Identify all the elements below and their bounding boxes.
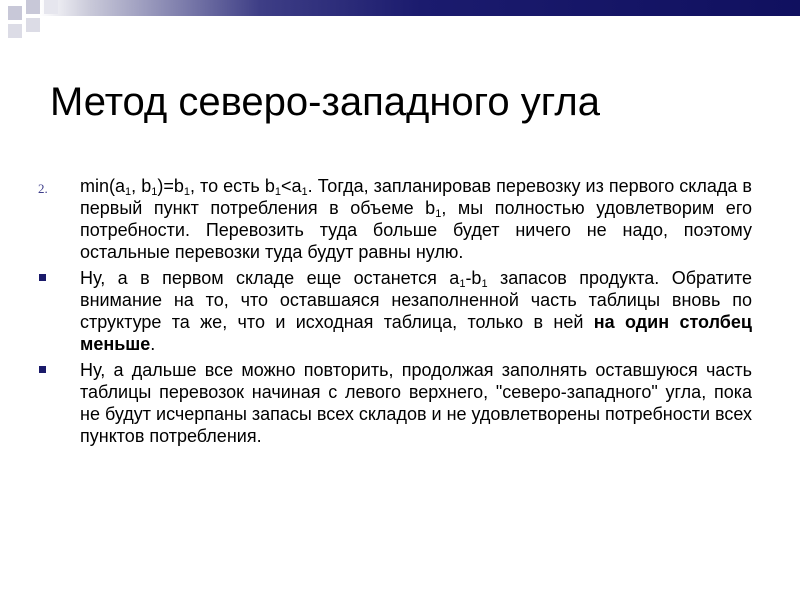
item1-text: $\min(a_1$, $b_1)=b_1$, то есть $b_1<a_1$. Тогда, запланировав перевозку из первого склада в первый пункт потребления в объеме $b_1$, мы полностью удовлетворим его потребности. Перевозить туда больше будет ничего не надо, поэтому остальные перевозки туда будут равны нулю. [80, 176, 752, 262]
decorative-square-1 [8, 6, 22, 20]
item3-text: Ну, а дальше все можно повторить, продолжая заполнять оставшуюся часть таблицы перевозок начиная с левого верхнего, "северо-западного" угла, пока не будут исчерпаны запасы всех складов и не удовлетворены потребности всех пунктов потребления. [80, 360, 752, 446]
list-item-bullet [38, 359, 752, 447]
decorative-square-2 [26, 0, 40, 14]
slide-title: Метод северо-западного угла [50, 80, 601, 124]
top-decorative-band [0, 0, 800, 16]
item2-text: Ну, а в первом складе еще останется $a_1-b_1$ запасов продукта. Обратите внимание на то, что оставшаяся незаполненной часть таблицы вновь по структуре та же, что и исходная таблица, только в ней на один столбец меньше. [80, 268, 752, 354]
slide-body [38, 175, 752, 451]
decorative-square-5 [44, 0, 58, 14]
decorative-square-4 [26, 18, 40, 32]
square-bullet-icon [39, 274, 46, 281]
bold-emphasis: на один столбец меньше [80, 312, 752, 354]
list-item-bullet [38, 267, 752, 355]
square-bullet-icon [39, 366, 46, 373]
list-item-numbered [38, 175, 752, 263]
decorative-square-3 [8, 24, 22, 38]
list-number: 2. [38, 181, 48, 196]
